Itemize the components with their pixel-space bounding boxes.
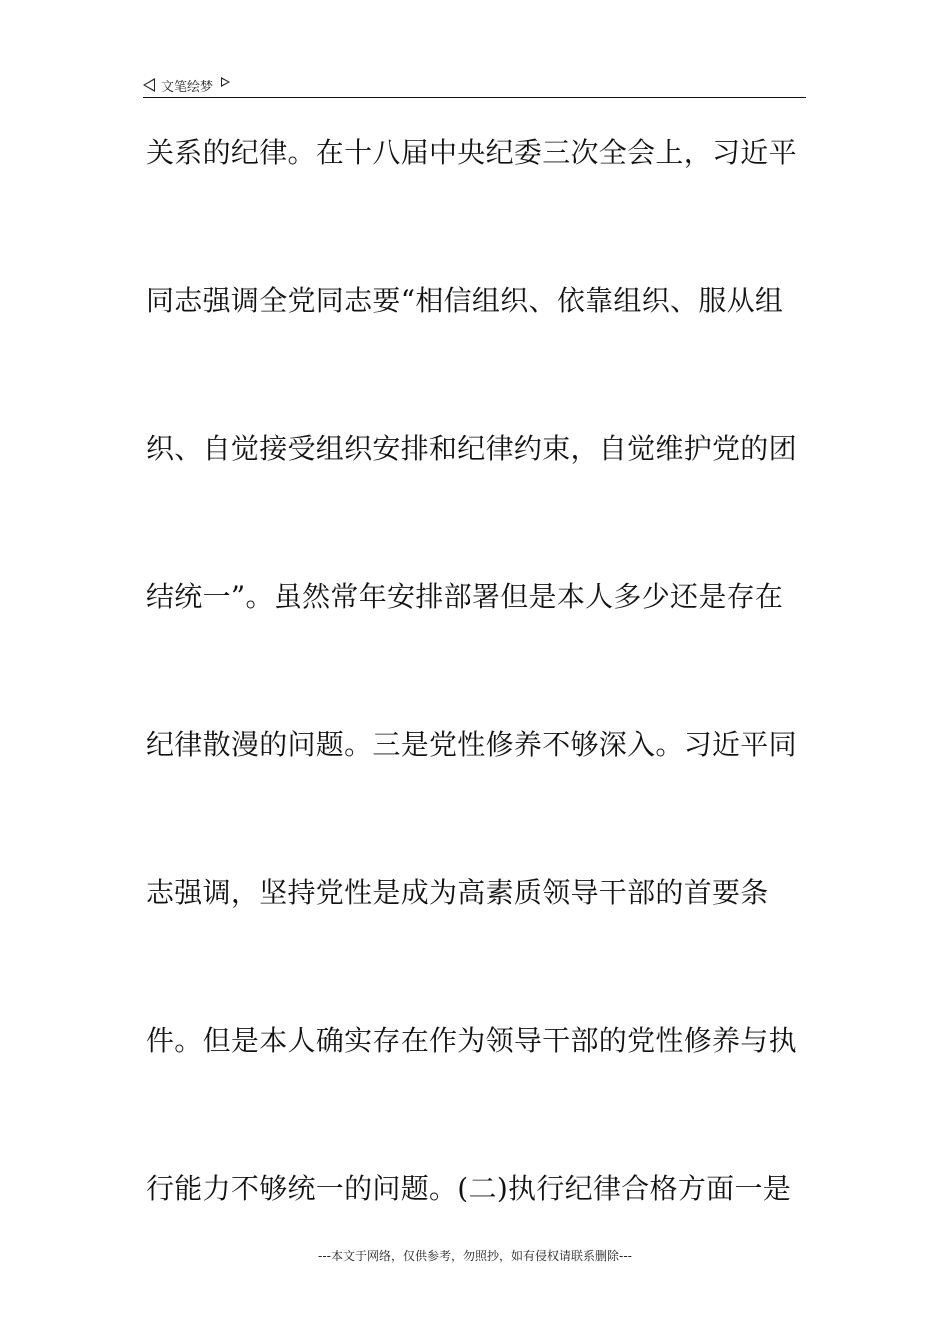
body-line: 纪律散漫的问题。三是党性修养不够深入。习近平同 xyxy=(146,728,797,761)
body-line: 结统一”。虽然常年安排部署但是本人多少还是存在 xyxy=(146,580,784,613)
triangle-right-icon xyxy=(221,77,230,87)
body-line: 志强调，坚持党性是成为高素质领导干部的首要条 xyxy=(146,876,769,909)
body-line: 织、自觉接受组织安排和纪律约束，自觉维护党的团 xyxy=(146,432,797,465)
triangle-left-icon xyxy=(143,78,155,92)
header-divider xyxy=(143,97,806,98)
page-header xyxy=(143,74,805,96)
body-line: 同志强调全党同志要“相信组织、依靠组织、服从组 xyxy=(146,284,784,317)
header-title: 文笔绘梦 xyxy=(161,79,214,95)
body-line: 行能力不够统一的问题。(二)执行纪律合格方面一是 xyxy=(146,1172,792,1205)
document-body xyxy=(146,130,808,1314)
body-line: 关系的纪律。在十八届中央纪委三次全会上，习近平 xyxy=(146,136,797,169)
footer-disclaimer: ---本文于网络，仅供参考，勿照抄，如有侵权请联系删除--- xyxy=(318,1249,632,1263)
body-line: 件。但是本人确实存在作为领导干部的党性修养与执 xyxy=(146,1024,797,1057)
